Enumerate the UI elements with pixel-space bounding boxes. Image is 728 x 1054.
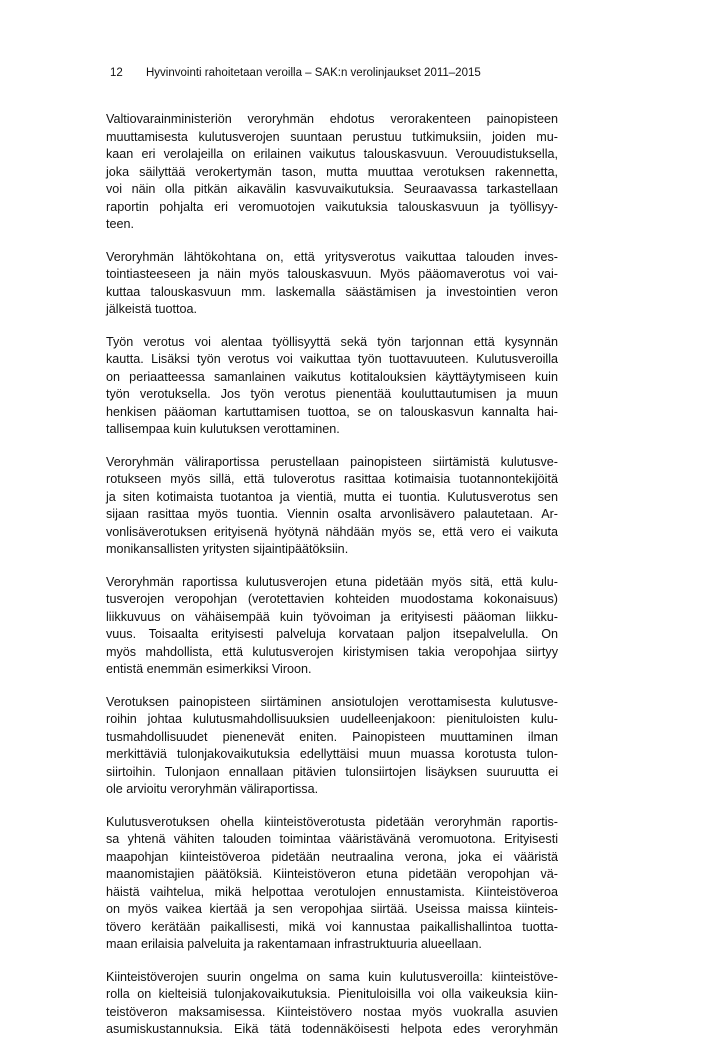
text-line: rotukseen myös sillä, että tuloverotus rasittaa kotimaisia tuotannontekijöitä bbox=[106, 472, 558, 486]
text-line: teistöveron maksamisessa. Kiinteistövero nostaa myös vuokralla asuvien bbox=[106, 1004, 558, 1019]
text-line: muuttamisesta kulutusverojen suuntaan perustuu tutkimuksiin, joiden mu- bbox=[106, 129, 558, 144]
text-line: tusmahdollisuudet pienenevät eniten. Painopisteen muuttaminen ilman bbox=[106, 729, 558, 744]
text-line: kuttaa talouskasvuun mm. laskemalla säästämisen ja investointien veron bbox=[106, 284, 558, 299]
text-line: Veroryhmän väliraportissa perustellaan painopisteen siirtämistä kulutusve- bbox=[106, 454, 558, 469]
paragraph bbox=[106, 111, 558, 234]
text-line: työn verotuksella. Jos työn verotus pienentää kouluttautumisen ja muun bbox=[106, 387, 558, 401]
paragraph bbox=[106, 249, 558, 319]
body-text bbox=[106, 111, 558, 1054]
text-line: vonlisäverotuksen erityisenä hyötynä nähdään myös se, että vero ei vaikuta bbox=[106, 524, 558, 539]
text-line: on periaatteessa samanlainen vaikutus kotitalouksien käyttäytymiseen kuin bbox=[106, 369, 558, 384]
text-line: Työn verotus voi alentaa työllisyyttä sekä työn tarjonnan että kysynnän bbox=[106, 334, 558, 349]
text-line: entistä enemmän esimerkiksi Viroon. bbox=[106, 662, 312, 676]
text-line: Kulutusverotuksen ohella kiinteistöverotusta pidetään veroryhmän raportis- bbox=[106, 814, 558, 829]
paragraph bbox=[106, 334, 558, 439]
text-line: joka säilyttää verokertymän tason, mutta muuttaa verotuksen rakennetta, bbox=[106, 164, 558, 179]
page-header bbox=[110, 66, 481, 80]
text-line: kaan eri verolajeilla on erilainen vaikutus talouskasvuun. Verouudistuksella, bbox=[106, 147, 558, 161]
text-line: maapohjan kiinteistöveroa pidetään neutraalina verona, joka ei vääristä bbox=[106, 849, 558, 864]
text-line: sijaan rasittaa myös tuontia. Viennin osalta arvonlisävero palautetaan. Ar- bbox=[106, 507, 558, 521]
paragraph bbox=[106, 694, 558, 799]
text-line: raportin pohjalta eri veromuotojen vaikutuksia talouskasvuun ja työllisyy- bbox=[106, 199, 558, 214]
text-line: siirtoihin. Tulonjaon ennallaan pitävien tulonsiirtojen lisäyksen suuruutta ei bbox=[106, 764, 558, 779]
text-line: ja siten kotimaista tuotantoa ja vientiä, mutta ei tuontia. Kulutusverotus sen bbox=[106, 489, 558, 504]
text-line: myös mahdollista, että kulutusverojen kiristymisen takia veropohjaa siirtyy bbox=[106, 644, 558, 659]
running-title: Hyvinvointi rahoitetaan veroilla – SAK:n verolinjaukset 2011–2015 bbox=[146, 67, 481, 79]
text-line: Verotuksen painopisteen siirtäminen ansiotulojen verottamisesta kulutusve- bbox=[106, 694, 558, 709]
text-line: tusverojen veropohjan (verotettavien kohteiden muodostama kokonaisuus) bbox=[106, 592, 558, 606]
text-line: tointiasteeseen ja näin myös talouskasvuun. Myös pääomaverotus voi vai- bbox=[106, 267, 558, 281]
text-line: häistä vaihtelua, mikä helpottaa verotulojen ennustamista. Kiinteistöveroa bbox=[106, 884, 558, 899]
text-line: roihin johtaa kulutusmahdollisuuksien uudelleenjakoon: pienituloisten kulu- bbox=[106, 712, 558, 726]
paragraph bbox=[106, 454, 558, 559]
text-line: teen. bbox=[106, 217, 135, 231]
text-line: kautta. Lisäksi työn verotus voi vaikuttaa työn tuottavuuteen. Kulutusveroilla bbox=[106, 352, 558, 366]
text-line: maan erilaisia palveluita ja rakentamaan infrastruktuuria alueellaan. bbox=[106, 937, 482, 951]
text-line: maanomistajien päätöksiä. Kiinteistöveron etuna pidetään veropohjan vä- bbox=[106, 867, 558, 881]
paragraph bbox=[106, 574, 558, 679]
text-line: Veroryhmän raportissa kulutusverojen etuna pidetään myös sitä, että kulu- bbox=[106, 574, 558, 589]
text-line: Veroryhmän lähtökohtana on, että yritysverotus vaikuttaa talouden inves- bbox=[106, 249, 558, 264]
text-line: Valtiovarainministeriön veroryhmän ehdotus verorakenteen painopisteen bbox=[106, 112, 558, 126]
text-line: sa yhtenä vähiten talouden toimintaa vääristävänä veromuotona. Erityisesti bbox=[106, 832, 558, 846]
paragraph bbox=[106, 814, 558, 954]
text-line: tallisempaa kuin kulutuksen verottaminen. bbox=[106, 422, 340, 436]
text-line: rolla on kielteisiä tulonjakovaikutuksia. Pienituloisilla voi olla vaikeuksia kiin- bbox=[106, 987, 558, 1001]
text-line: henkisen pääoman kartuttamisen tuottoa, se on talouskasvun kannalta hai- bbox=[106, 404, 558, 419]
text-line: tövero kerätään paikallisesti, mikä voi kannustaa paikallishallintoa tuotta- bbox=[106, 919, 558, 934]
text-line: merkittäviä tulonjakovaikutuksia edellyttäisi muun muassa korotusta tulon- bbox=[106, 747, 558, 761]
paragraph bbox=[106, 969, 558, 1039]
text-line: voi näin olla pitkän aikavälin kasvuvaikutuksia. Seuraavassa tarkastellaan bbox=[106, 182, 558, 196]
text-line: jälkeistä tuottoa. bbox=[106, 302, 198, 316]
text-line: asumiskustannuksia. Eikä tätä todennäköisesti helpota edes veroryhmän bbox=[106, 1022, 558, 1036]
text-line: vuus. Toisaalta erityisesti palveluja korvataan paljon itsepalvelulla. On bbox=[106, 627, 558, 641]
text-line: liikkuvuus on vähäisempää kuin työvoiman ja erityisesti pääoman liikku- bbox=[106, 609, 558, 624]
text-line: on myös vaikea kiertää ja sen veropohjaa siirtää. Useissa maissa kiinteis- bbox=[106, 902, 558, 916]
page-number: 12 bbox=[110, 67, 123, 79]
text-line: monikansallisten yritysten sijaintipäätöksiin. bbox=[106, 542, 349, 556]
text-line: Kiinteistöverojen suurin ongelma on sama kuin kulutusveroilla: kiinteistöve- bbox=[106, 969, 558, 984]
text-line: ole arvioitu veroryhmän väliraportissa. bbox=[106, 782, 319, 796]
